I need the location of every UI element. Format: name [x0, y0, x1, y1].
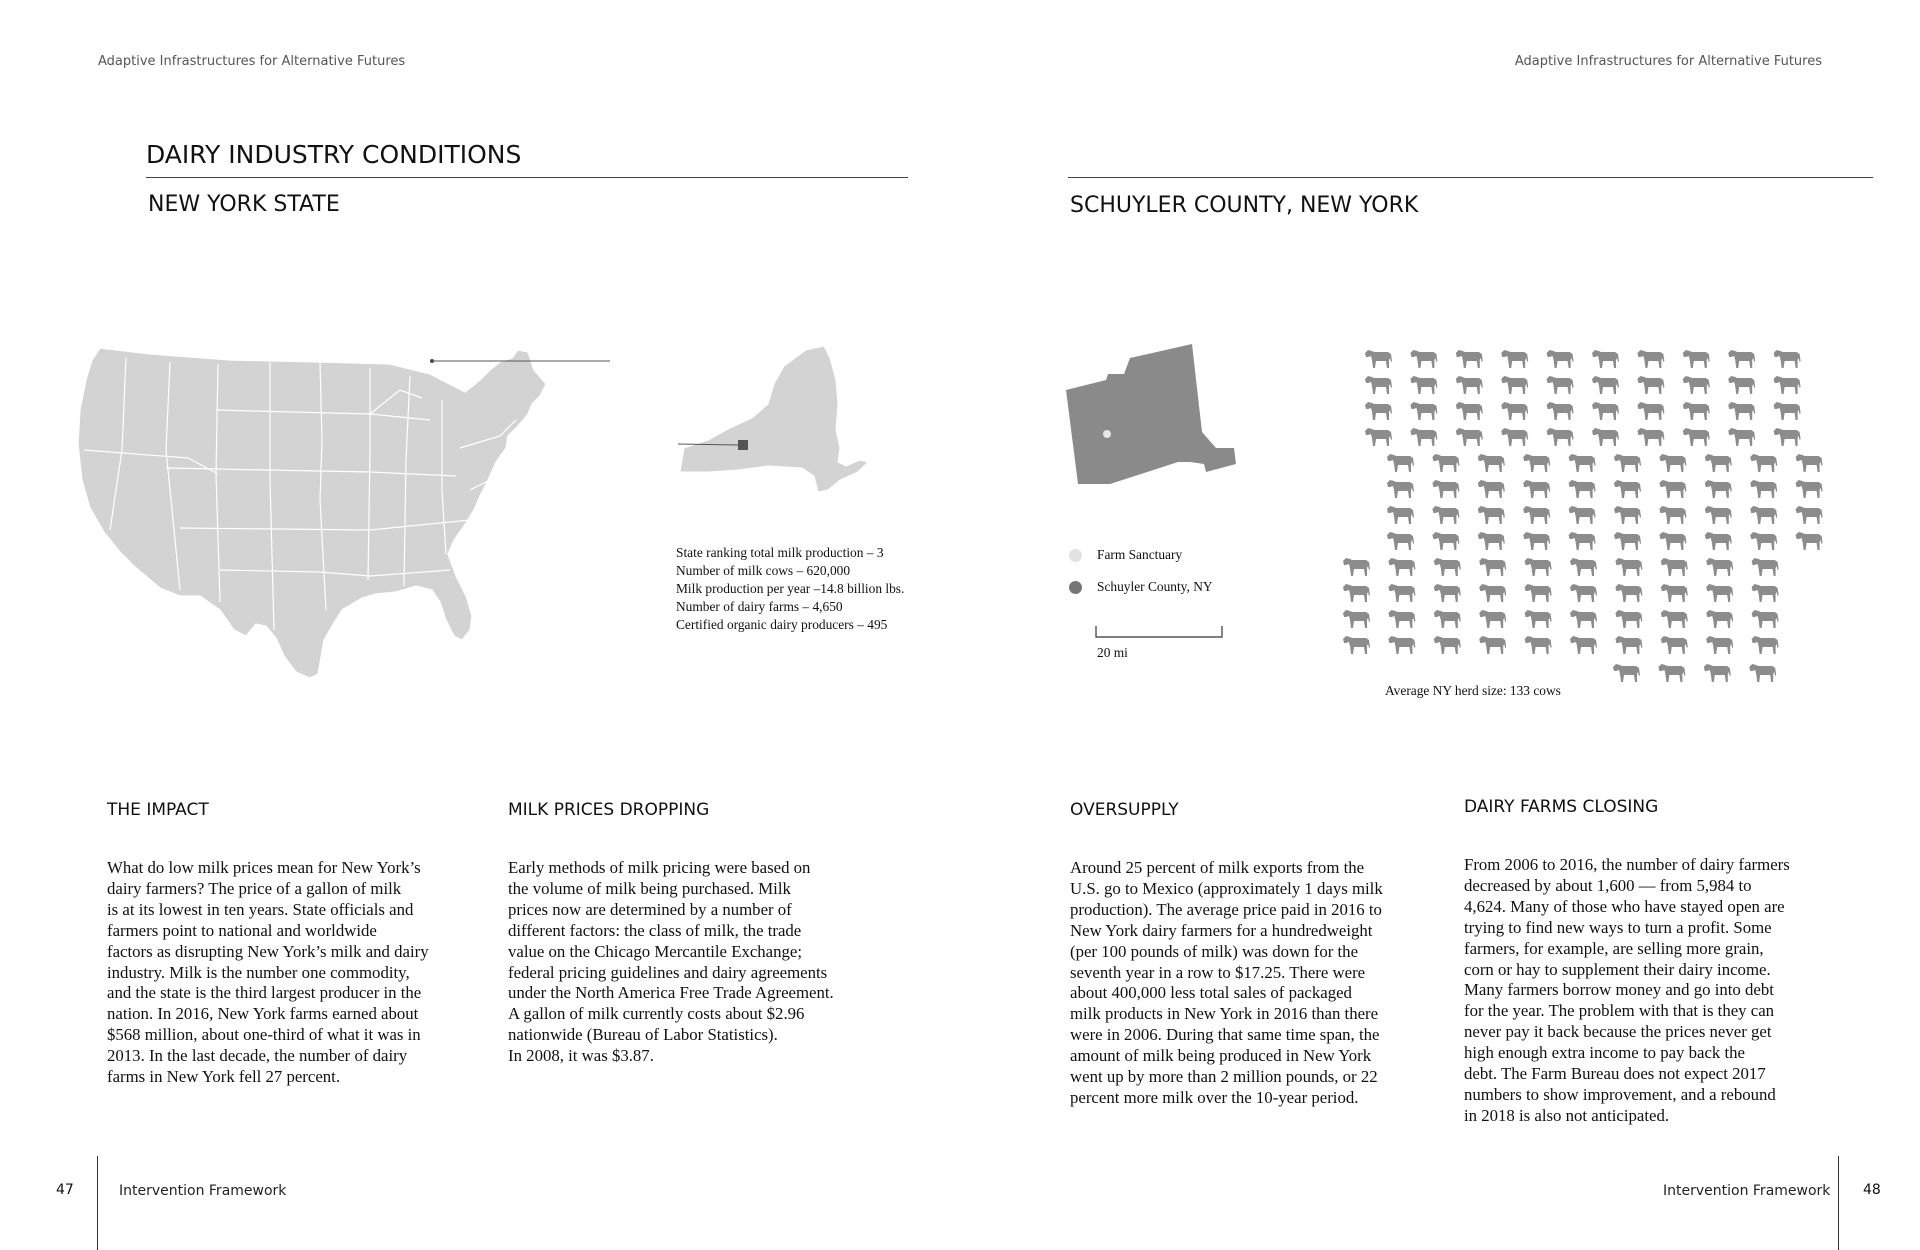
title-rule-right [1068, 177, 1873, 178]
cow-icon [1387, 532, 1414, 550]
milk-prices-heading: MILK PRICES DROPPING [508, 800, 710, 820]
cow-icon [1658, 664, 1685, 682]
prices-line: different factors: the class of milk, the trade [508, 920, 802, 940]
cow-icon [1343, 584, 1370, 602]
cow-icon [1706, 636, 1733, 654]
cow-icon [1661, 584, 1688, 602]
us-map-outline [78, 348, 546, 678]
impact-line: industry. Milk is the number one commodity, [107, 962, 410, 982]
cow-icon [1659, 532, 1686, 550]
cow-icon [1523, 480, 1550, 498]
cow-icon [1661, 610, 1688, 628]
oversupply-line: percent more milk over the 10-year period. [1070, 1087, 1359, 1107]
cow-icon [1750, 532, 1777, 550]
cow-icon [1479, 636, 1506, 654]
us-map [70, 340, 610, 690]
cow-icon [1387, 506, 1414, 524]
cow-icon [1659, 506, 1686, 524]
prices-line: value on the Chicago Mercantile Exchange; [508, 941, 803, 961]
prices-line: under the North America Free Trade Agreement. [508, 983, 834, 1003]
schuyler-county-heading: SCHUYLER COUNTY, NEW YORK [1070, 193, 1419, 218]
impact-line: dairy farmers? The price of a gallon of milk [107, 878, 402, 898]
new-york-state-heading: NEW YORK STATE [148, 192, 340, 217]
cow-icon [1387, 454, 1414, 472]
closing-line: never pay it back because the prices never get [1464, 1022, 1772, 1042]
cow-icon [1615, 558, 1642, 576]
stat-milk-cows: Number of milk cows – 620,000 [676, 563, 851, 578]
footer-rule-left [97, 1156, 98, 1250]
impact-paragraph [107, 858, 429, 1088]
cow-icon [1592, 402, 1619, 420]
cow-icon [1796, 532, 1823, 550]
cow-icon [1569, 454, 1596, 472]
cow-icon [1547, 402, 1574, 420]
cow-icon [1637, 402, 1664, 420]
stat-milk-production: Milk production per year –14.8 billion lbs. [676, 581, 905, 596]
cow-icon [1456, 428, 1483, 446]
farm-sanctuary-legend-dot [1069, 549, 1082, 562]
cow-icon [1388, 636, 1415, 654]
cow-icon [1752, 636, 1779, 654]
cow-icon [1547, 376, 1574, 394]
oversupply-line: production). The average price paid in 2016 to [1070, 899, 1382, 919]
running-title-right: Adaptive Infrastructures for Alternative Futures [1514, 54, 1822, 69]
cow-icon [1523, 532, 1550, 550]
cow-icon [1343, 610, 1370, 628]
prices-line: In 2008, it was $3.87. [508, 1046, 654, 1066]
cow-icon [1501, 376, 1528, 394]
prices-line: A gallon of milk currently costs about $2.96 [508, 1004, 805, 1024]
cow-icon [1750, 506, 1777, 524]
schuyler-county-marker [738, 440, 748, 450]
cow-icon [1501, 402, 1528, 420]
closing-line: numbers to show improvement, and a rebound [1464, 1084, 1776, 1104]
cow-icon [1614, 454, 1641, 472]
cow-icon [1661, 636, 1688, 654]
cow-icon [1523, 506, 1550, 524]
cow-icon [1728, 376, 1755, 394]
impact-line: $568 million, about one-third of what it was in [107, 1025, 421, 1045]
dairy-farms-closing-heading: DAIRY FARMS CLOSING [1464, 797, 1659, 817]
herd-size-caption: Average NY herd size: 133 cows [1385, 683, 1561, 698]
oversupply-line: amount of milk being produced in New York [1070, 1046, 1372, 1066]
cow-icon [1659, 454, 1686, 472]
cow-icon [1365, 428, 1392, 446]
cow-icon [1434, 636, 1461, 654]
cow-icon [1704, 664, 1731, 682]
cow-icon [1410, 376, 1437, 394]
closing-line: corn or hay to supplement their dairy income. [1464, 959, 1771, 979]
closing-line: Many farmers borrow money and go into debt [1464, 980, 1774, 1000]
cow-icon [1752, 584, 1779, 602]
closing-line: decreased by about 1,600 — from 5,984 to [1464, 875, 1752, 895]
cow-icon [1365, 376, 1392, 394]
cow-icon [1614, 532, 1641, 550]
cow-icon [1614, 506, 1641, 524]
cow-icon [1434, 610, 1461, 628]
cow-icon [1683, 402, 1710, 420]
cow-herd-pictogram [1340, 340, 1830, 710]
milk-prices-paragraph [508, 858, 834, 1067]
footer-section-left: Intervention Framework [119, 1183, 287, 1199]
new-york-state-map [678, 344, 878, 492]
cow-icon [1749, 664, 1776, 682]
closing-line: for the year. The problem with that is they can [1464, 1001, 1775, 1021]
cow-icon [1659, 480, 1686, 498]
cow-icon [1683, 350, 1710, 368]
cow-icon [1456, 350, 1483, 368]
cow-icon [1728, 428, 1755, 446]
cow-icon [1637, 376, 1664, 394]
cow-icon [1410, 428, 1437, 446]
page-number-left: 47 [56, 1182, 74, 1198]
cow-icon [1728, 350, 1755, 368]
cow-icon [1615, 584, 1642, 602]
cow-icon [1501, 428, 1528, 446]
cow-icon [1706, 610, 1733, 628]
cow-icon [1343, 636, 1370, 654]
cow-icon [1525, 636, 1552, 654]
schuyler-county-map [1066, 344, 1236, 489]
cow-icon [1615, 610, 1642, 628]
cow-icon [1774, 350, 1801, 368]
footer-rule-right [1838, 1156, 1839, 1250]
oversupply-line: (per 100 pounds of milk) was down for the [1070, 941, 1359, 961]
title-rule-left [146, 177, 908, 178]
stat-ranking: State ranking total milk production – 3 [676, 545, 884, 560]
cow-icon [1706, 558, 1733, 576]
cow-icon [1388, 584, 1415, 602]
cow-icon [1478, 506, 1505, 524]
running-title-left: Adaptive Infrastructures for Alternative Futures [98, 54, 406, 69]
closing-line: trying to find new ways to turn a profit. Some [1464, 917, 1772, 937]
impact-line: is at its lowest in ten years. State officials and [107, 899, 414, 919]
cow-icon [1432, 454, 1459, 472]
closing-line: debt. The Farm Bureau does not expect 2017 [1464, 1064, 1766, 1084]
cow-icon [1796, 506, 1823, 524]
cow-icon [1547, 350, 1574, 368]
cow-icon [1525, 558, 1552, 576]
cow-icon [1705, 480, 1732, 498]
stat-organic-producers: Certified organic dairy producers – 495 [676, 617, 888, 632]
page-title: DAIRY INDUSTRY CONDITIONS [146, 140, 522, 169]
stat-dairy-farms: Number of dairy farms – 4,650 [676, 599, 843, 614]
cow-icon [1387, 480, 1414, 498]
impact-line: farms in New York fell 27 percent. [107, 1067, 341, 1087]
schuyler-county-legend-dot [1069, 581, 1082, 594]
cow-icon [1705, 532, 1732, 550]
cow-icon [1410, 350, 1437, 368]
cow-icon [1637, 350, 1664, 368]
cow-icon [1456, 376, 1483, 394]
oversupply-line: U.S. go to Mexico (approximately 1 days milk [1070, 878, 1383, 898]
cow-icon [1570, 610, 1597, 628]
cow-icon [1479, 558, 1506, 576]
prices-line: federal pricing guidelines and dairy agreements [508, 962, 828, 982]
impact-line: What do low milk prices mean for New York’s [107, 858, 421, 877]
page-number-right: 48 [1863, 1182, 1881, 1198]
cow-icon [1752, 610, 1779, 628]
schuyler-county-legend-label: Schuyler County, NY [1097, 579, 1213, 594]
cow-icon [1525, 610, 1552, 628]
dairy-farms-closing-paragraph [1464, 855, 1790, 1127]
impact-line: nation. In 2016, New York farms earned about [107, 1004, 419, 1024]
cow-icon [1501, 350, 1528, 368]
cow-icon [1706, 584, 1733, 602]
oversupply-line: were in 2006. During that same time span, the [1070, 1025, 1380, 1045]
cow-icon [1525, 584, 1552, 602]
cow-icon [1705, 506, 1732, 524]
cow-icon [1570, 584, 1597, 602]
cow-icon [1547, 428, 1574, 446]
closing-line: high enough extra income to pay back the [1464, 1043, 1745, 1063]
cow-icon [1752, 558, 1779, 576]
cow-icon [1592, 350, 1619, 368]
cow-icon [1432, 480, 1459, 498]
prices-line: the volume of milk being purchased. Milk [508, 878, 791, 898]
prices-line: nationwide (Bureau of Labor Statistics). [508, 1025, 778, 1045]
cow-icon [1523, 454, 1550, 472]
cow-icon [1774, 376, 1801, 394]
cow-icon [1434, 558, 1461, 576]
closing-line: 4,624. Many of those who have stayed open are [1464, 896, 1785, 916]
impact-heading: THE IMPACT [107, 800, 209, 820]
cow-icon [1592, 428, 1619, 446]
cow-icon [1570, 558, 1597, 576]
cow-icon [1479, 584, 1506, 602]
cow-icon [1432, 532, 1459, 550]
prices-line: Early methods of milk pricing were based on [508, 858, 811, 877]
cow-icon [1661, 558, 1688, 576]
oversupply-paragraph [1070, 858, 1383, 1109]
cow-icon [1570, 636, 1597, 654]
oversupply-heading: OVERSUPPLY [1070, 800, 1179, 820]
oversupply-line: milk products in New York in 2016 than there [1070, 1004, 1379, 1024]
cow-icon [1388, 558, 1415, 576]
closing-line: farmers, for example, are selling more grain, [1464, 938, 1764, 958]
cow-icon [1615, 636, 1642, 654]
cow-icon [1456, 402, 1483, 420]
cow-icon [1365, 350, 1392, 368]
cow-icon [1683, 428, 1710, 446]
impact-line: 2013. In the last decade, the number of dairy [107, 1046, 408, 1066]
cow-icon [1343, 558, 1370, 576]
cow-icon [1478, 480, 1505, 498]
cow-icon [1705, 454, 1732, 472]
oversupply-line: New York dairy farmers for a hundredweight [1070, 920, 1373, 940]
cow-icon [1478, 454, 1505, 472]
cow-icon [1796, 454, 1823, 472]
cow-icon [1388, 610, 1415, 628]
impact-line: factors as disrupting New York’s milk and dairy [107, 941, 429, 961]
oversupply-line: about 400,000 less total sales of packaged [1070, 983, 1352, 1003]
cow-icon [1365, 402, 1392, 420]
cow-icon [1478, 532, 1505, 550]
impact-line: farmers point to national and worldwide [107, 920, 377, 940]
scale-bar-label: 20 mi [1097, 645, 1128, 660]
closing-line: From 2006 to 2016, the number of dairy farmers [1464, 855, 1790, 874]
farm-sanctuary-location [1103, 430, 1111, 438]
impact-line: and the state is the third largest producer in the [107, 983, 422, 1003]
cow-icon [1479, 610, 1506, 628]
cow-icon [1569, 506, 1596, 524]
oversupply-line: seventh year in a row to $17.25. There were [1070, 962, 1366, 982]
cow-icon [1569, 480, 1596, 498]
cow-icon [1750, 454, 1777, 472]
cow-icon [1774, 402, 1801, 420]
cow-icon [1750, 480, 1777, 498]
cow-icon [1613, 664, 1640, 682]
prices-line: prices now are determined by a number of [508, 899, 792, 919]
cow-icon [1410, 402, 1437, 420]
cow-icon [1569, 532, 1596, 550]
cow-icon [1434, 584, 1461, 602]
farm-sanctuary-legend-label: Farm Sanctuary [1097, 547, 1183, 562]
oversupply-line: Around 25 percent of milk exports from the [1070, 858, 1365, 877]
cow-icon [1728, 402, 1755, 420]
ny-stats-list [676, 544, 904, 634]
oversupply-line: went up by more than 2 million pounds, or 22 [1070, 1067, 1378, 1087]
cow-icon [1432, 506, 1459, 524]
closing-line: in 2018 is also not anticipated. [1464, 1105, 1670, 1125]
cow-icon [1637, 428, 1664, 446]
scale-bar [1095, 625, 1225, 641]
cow-icon [1796, 480, 1823, 498]
footer-section-right: Intervention Framework [1663, 1183, 1831, 1199]
cow-icon [1774, 428, 1801, 446]
cow-icon [1592, 376, 1619, 394]
cow-icon [1683, 376, 1710, 394]
cow-icon [1614, 480, 1641, 498]
